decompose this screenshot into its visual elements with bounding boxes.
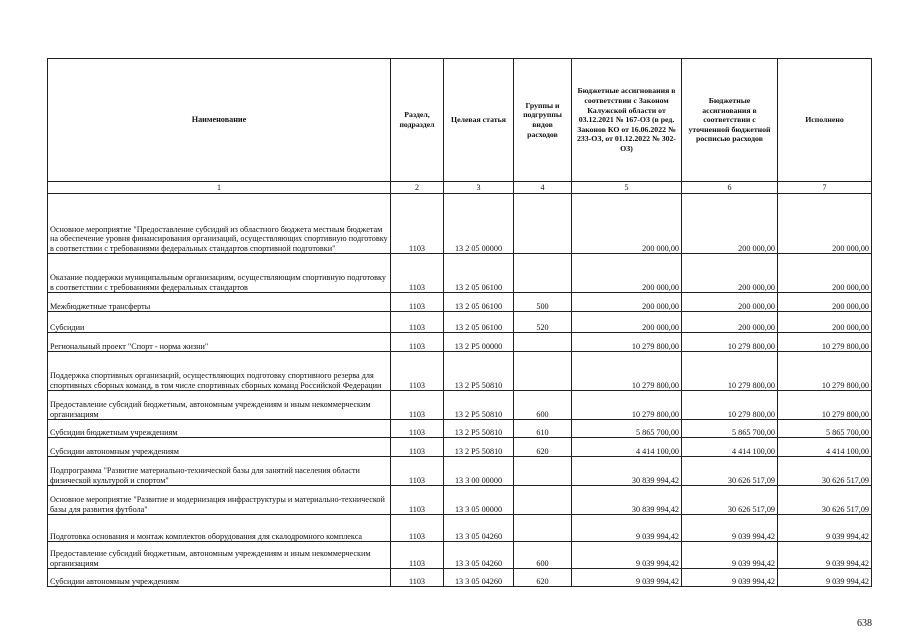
row-revised-cell: 30 626 517,09 bbox=[682, 457, 778, 486]
table-row bbox=[48, 352, 872, 391]
row-budget-cell: 30 839 994,42 bbox=[572, 457, 682, 486]
row-revised-cell: 10 279 800,00 bbox=[682, 333, 778, 352]
row-section-cell: 1103 bbox=[391, 420, 444, 438]
row-executed-cell: 200 000,00 bbox=[778, 293, 872, 312]
row-name-cell: Субсидии bbox=[48, 312, 391, 333]
row-revised-cell: 10 279 800,00 bbox=[682, 391, 778, 420]
header-name: Наименование bbox=[48, 59, 391, 182]
table-row bbox=[48, 438, 872, 457]
row-target-cell: 13 2 05 00000 bbox=[444, 194, 514, 254]
row-executed-cell: 200 000,00 bbox=[778, 194, 872, 254]
row-revised-cell: 200 000,00 bbox=[682, 312, 778, 333]
row-budget-cell: 200 000,00 bbox=[572, 254, 682, 293]
header-row bbox=[48, 59, 872, 182]
row-section-cell: 1103 bbox=[391, 391, 444, 420]
row-name-cell: Поддержка спортивных организаций, осуществляющих подготовку спортивного резерва для спортивных сборных команд, в том числе спортивных сборных команд Российской Федерации bbox=[48, 352, 391, 391]
row-revised-cell: 9 039 994,42 bbox=[682, 569, 778, 587]
row-executed-cell: 5 865 700,00 bbox=[778, 420, 872, 438]
row-section-cell: 1103 bbox=[391, 194, 444, 254]
row-section-cell: 1103 bbox=[391, 486, 444, 515]
row-group-cell: 620 bbox=[514, 569, 572, 587]
table-row bbox=[48, 420, 872, 438]
table-row bbox=[48, 486, 872, 515]
row-group-cell: 610 bbox=[514, 420, 572, 438]
table-body bbox=[48, 194, 872, 587]
row-executed-cell: 200 000,00 bbox=[778, 312, 872, 333]
row-section-cell: 1103 bbox=[391, 457, 444, 486]
table-row bbox=[48, 515, 872, 542]
table-row bbox=[48, 569, 872, 587]
row-target-cell: 13 2 P5 50810 bbox=[444, 352, 514, 391]
row-executed-cell: 200 000,00 bbox=[778, 254, 872, 293]
row-group-cell bbox=[514, 333, 572, 352]
row-budget-cell: 10 279 800,00 bbox=[572, 352, 682, 391]
row-section-cell: 1103 bbox=[391, 515, 444, 542]
header-section: Раздел, подраздел bbox=[391, 59, 444, 182]
row-group-cell: 600 bbox=[514, 391, 572, 420]
row-revised-cell: 9 039 994,42 bbox=[682, 515, 778, 542]
row-budget-cell: 10 279 800,00 bbox=[572, 391, 682, 420]
column-number: 3 bbox=[444, 182, 514, 194]
row-revised-cell: 9 039 994,42 bbox=[682, 542, 778, 569]
row-target-cell: 13 3 00 00000 bbox=[444, 457, 514, 486]
row-target-cell: 13 3 05 00000 bbox=[444, 486, 514, 515]
header-target-article: Целевая статья bbox=[444, 59, 514, 182]
row-target-cell: 13 2 P5 50810 bbox=[444, 438, 514, 457]
column-number: 2 bbox=[391, 182, 444, 194]
row-executed-cell: 30 626 517,09 bbox=[778, 457, 872, 486]
row-target-cell: 13 2 P5 50810 bbox=[444, 391, 514, 420]
row-name-cell: Межбюджетные трансферты bbox=[48, 293, 391, 312]
row-target-cell: 13 2 P5 50810 bbox=[444, 420, 514, 438]
row-executed-cell: 9 039 994,42 bbox=[778, 569, 872, 587]
table-row bbox=[48, 293, 872, 312]
row-executed-cell: 10 279 800,00 bbox=[778, 333, 872, 352]
row-budget-cell: 9 039 994,42 bbox=[572, 515, 682, 542]
column-number-row bbox=[48, 182, 872, 194]
column-number: 5 bbox=[572, 182, 682, 194]
row-section-cell: 1103 bbox=[391, 254, 444, 293]
row-executed-cell: 30 626 517,09 bbox=[778, 486, 872, 515]
row-section-cell: 1103 bbox=[391, 333, 444, 352]
row-name-cell: Основное мероприятие "Развитие и модернизация инфраструктуры и материально-технической базы для развития футбола" bbox=[48, 486, 391, 515]
row-group-cell: 520 bbox=[514, 312, 572, 333]
row-section-cell: 1103 bbox=[391, 312, 444, 333]
row-name-cell: Подпрограмма "Развитие материально-технической базы для занятий населения области физической культурой и спортом" bbox=[48, 457, 391, 486]
row-section-cell: 1103 bbox=[391, 569, 444, 587]
row-group-cell: 620 bbox=[514, 438, 572, 457]
row-budget-cell: 5 865 700,00 bbox=[572, 420, 682, 438]
row-revised-cell: 5 865 700,00 bbox=[682, 420, 778, 438]
row-group-cell bbox=[514, 352, 572, 391]
table-row bbox=[48, 457, 872, 486]
row-target-cell: 13 2 05 06100 bbox=[444, 312, 514, 333]
header-executed: Исполнено bbox=[778, 59, 872, 182]
row-name-cell: Субсидии автономным учреждениям bbox=[48, 438, 391, 457]
row-target-cell: 13 3 05 04260 bbox=[444, 542, 514, 569]
row-budget-cell: 9 039 994,42 bbox=[572, 542, 682, 569]
row-executed-cell: 4 414 100,00 bbox=[778, 438, 872, 457]
row-name-cell: Предоставление субсидий бюджетным, автономным учреждениям и иным некоммерческим организациям bbox=[48, 542, 391, 569]
row-budget-cell: 200 000,00 bbox=[572, 312, 682, 333]
row-name-cell: Региональный проект "Спорт - норма жизни" bbox=[48, 333, 391, 352]
row-executed-cell: 10 279 800,00 bbox=[778, 391, 872, 420]
row-target-cell: 13 3 05 04260 bbox=[444, 515, 514, 542]
row-target-cell: 13 2 05 06100 bbox=[444, 293, 514, 312]
row-revised-cell: 200 000,00 bbox=[682, 254, 778, 293]
row-name-cell: Подготовка основания и монтаж комплектов оборудования для скалодромного комплекса bbox=[48, 515, 391, 542]
row-group-cell bbox=[514, 457, 572, 486]
row-budget-cell: 30 839 994,42 bbox=[572, 486, 682, 515]
row-revised-cell: 4 414 100,00 bbox=[682, 438, 778, 457]
table-row bbox=[48, 254, 872, 293]
row-target-cell: 13 3 05 04260 bbox=[444, 569, 514, 587]
row-name-cell: Предоставление субсидий бюджетным, автономным учреждениям и иным некоммерческим организациям bbox=[48, 391, 391, 420]
row-group-cell bbox=[514, 486, 572, 515]
header-budget-law: Бюджетные ассигнования в соответствии с Законом Калужской области от 03.12.2021 № 167-ОЗ (в ред. Законов КО от 16.06.2022 № 233-ОЗ, от 01.12.2022 № 302-ОЗ) bbox=[572, 59, 682, 182]
row-revised-cell: 10 279 800,00 bbox=[682, 352, 778, 391]
column-number: 1 bbox=[48, 182, 391, 194]
page-number: 638 bbox=[857, 618, 872, 629]
row-group-cell bbox=[514, 254, 572, 293]
column-number: 4 bbox=[514, 182, 572, 194]
column-number: 6 bbox=[682, 182, 778, 194]
row-name-cell: Основное мероприятие "Предоставление субсидий из областного бюджета местным бюджетам на обеспечение уровня финансирования организаций, осуществляющих спортивную подготовку в соответствии с требованиями федеральных стандартов спортивной подготовки" bbox=[48, 194, 391, 254]
header-expense-group: Группы и подгруппы видов расходов bbox=[514, 59, 572, 182]
row-target-cell: 13 2 P5 00000 bbox=[444, 333, 514, 352]
row-section-cell: 1103 bbox=[391, 293, 444, 312]
row-name-cell: Субсидии бюджетным учреждениям bbox=[48, 420, 391, 438]
table-row bbox=[48, 391, 872, 420]
table-row bbox=[48, 194, 872, 254]
table-row bbox=[48, 542, 872, 569]
table-row bbox=[48, 333, 872, 352]
row-section-cell: 1103 bbox=[391, 438, 444, 457]
row-executed-cell: 9 039 994,42 bbox=[778, 515, 872, 542]
row-revised-cell: 200 000,00 bbox=[682, 194, 778, 254]
row-budget-cell: 4 414 100,00 bbox=[572, 438, 682, 457]
row-group-cell: 600 bbox=[514, 542, 572, 569]
row-budget-cell: 200 000,00 bbox=[572, 293, 682, 312]
row-group-cell: 500 bbox=[514, 293, 572, 312]
row-executed-cell: 9 039 994,42 bbox=[778, 542, 872, 569]
row-revised-cell: 30 626 517,09 bbox=[682, 486, 778, 515]
row-executed-cell: 10 279 800,00 bbox=[778, 352, 872, 391]
row-budget-cell: 10 279 800,00 bbox=[572, 333, 682, 352]
budget-table bbox=[47, 58, 872, 587]
row-budget-cell: 200 000,00 bbox=[572, 194, 682, 254]
row-section-cell: 1103 bbox=[391, 542, 444, 569]
row-name-cell: Оказание поддержки муниципальным организациям, осуществляющим спортивную подготовку в соответствии с требованиями федеральных стандартов bbox=[48, 254, 391, 293]
row-revised-cell: 200 000,00 bbox=[682, 293, 778, 312]
row-name-cell: Субсидии автономным учреждениям bbox=[48, 569, 391, 587]
row-group-cell bbox=[514, 515, 572, 542]
table-row bbox=[48, 312, 872, 333]
header-budget-revised: Бюджетные ассигнования в соответствии с уточненной бюджетной росписью расходов bbox=[682, 59, 778, 182]
column-number: 7 bbox=[778, 182, 872, 194]
row-budget-cell: 9 039 994,42 bbox=[572, 569, 682, 587]
row-target-cell: 13 2 05 06100 bbox=[444, 254, 514, 293]
row-section-cell: 1103 bbox=[391, 352, 444, 391]
row-group-cell bbox=[514, 194, 572, 254]
